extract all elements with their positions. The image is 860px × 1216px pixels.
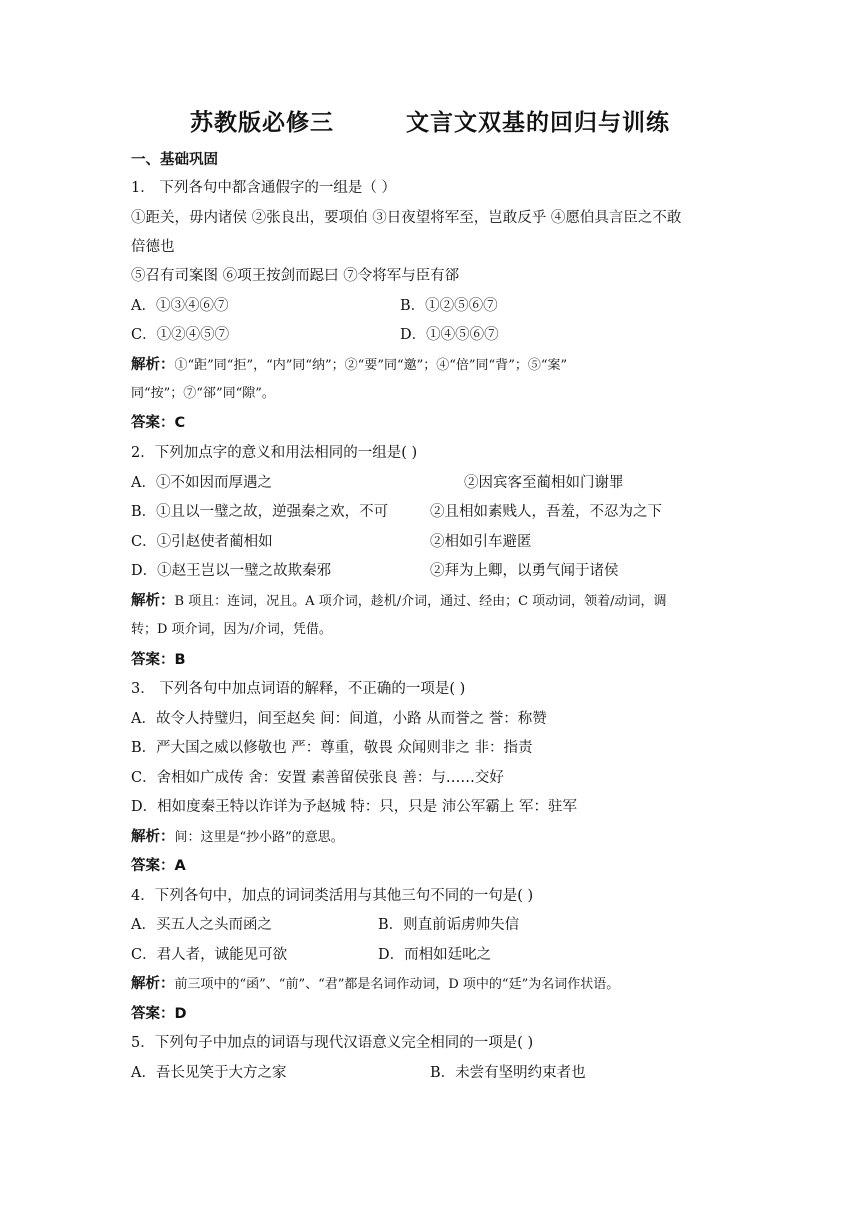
q1-line1: ①距关，毋内诸侯 ②张良出，要项伯 ③日夜望将军至，岂敢反乎 ④愿伯具言臣之不敢 (131, 210, 682, 226)
q2-c1: C．①引赵使者蔺相如 (131, 534, 273, 550)
q3-stem: 3． 下列各句中加点词语的解释，不正确的一项是( ) (131, 681, 466, 697)
q2-c2: ②相如引车避匿 (430, 534, 532, 550)
analysis-label: 解析： (131, 976, 175, 992)
q3-option-b: B．严大国之威以修敬也 严：尊重，敬畏 众闻则非之 非：指责 (131, 740, 533, 756)
q4-answer: 答案：D (131, 1006, 187, 1022)
q4-option-b: B．则直前诟虏帅失信 (378, 917, 520, 933)
q3-option-d: D．相如度秦王特以诈详为予赵城 特：只，只是 沛公军霸上 军：驻军 (131, 799, 577, 815)
q4-option-a: A．买五人之头而函之 (131, 917, 272, 933)
q3-option-c: C．舍相如广成传 舍：安置 素善留侯张良 善：与……交好 (131, 770, 504, 786)
q5-option-a: A．吾长见笑于大方之家 (131, 1065, 287, 1081)
q2-analysis-cont: 转；D 项介词，因为/介词，凭借。 (131, 622, 332, 637)
q4-analysis-text: 前三项中的“函”、“前”、“君”都是名词作动词，D 项中的“廷”为名词作状语。 (174, 977, 620, 992)
section-heading: 一、基础巩固 (131, 152, 218, 168)
q2-b1: B．①且以一璧之故，逆强秦之欢，不可 (131, 504, 389, 520)
q1-answer: 答案：C (131, 415, 186, 431)
q1-analysis-text: ①“距”同“拒”，“内”同“纳”；②“要”同“邀”；④“倍”同“背”；⑤“案” (174, 358, 568, 373)
q2-answer: 答案：B (131, 652, 186, 668)
analysis-label: 解析： (131, 593, 175, 609)
q1-line3: ⑤召有司案图 ⑥项王按剑而跽曰 ⑦令将军与臣有郤 (131, 268, 460, 284)
q2-d2: ②拜为上卿，以勇气闻于诸侯 (430, 563, 619, 579)
q1-line2: 倍德也 (131, 239, 175, 255)
q2-analysis-text: B 项且：连词，况且。A 项介词，趁机/介词，通过、经由；C 项动词，领着/动词，调 (174, 594, 667, 609)
q5-stem: 5．下列句子中加点的词语与现代汉语意义完全相同的一项是( ) (131, 1035, 534, 1051)
q3-answer: 答案：A (131, 858, 186, 874)
analysis-label: 解析： (131, 829, 175, 845)
q1-analysis (131, 355, 567, 376)
q4-analysis (131, 974, 619, 995)
q2-a2: ②因宾客至蔺相如门谢罪 (464, 475, 624, 491)
q1-option-c: C．①②④⑤⑦ (131, 327, 230, 343)
q3-option-a: A．故令人持璧归，间至赵矣 间：间道，小路 从而誉之 誉：称赞 (131, 711, 547, 727)
analysis-label: 解析： (131, 357, 175, 373)
q2-a1: A．①不如因而厚遇之 (131, 475, 272, 491)
q1-option-d: D．①④⑤⑥⑦ (400, 327, 499, 343)
q1-analysis-cont: 同“按”；⑦“郤”同“隙”。 (131, 386, 275, 401)
q3-analysis-text: 间：这里是“抄小路”的意思。 (174, 830, 344, 845)
page-title: 苏教版必修三 文言文双基的回归与训练 (189, 110, 671, 136)
q4-stem: 4．下列各句中，加点的词词类活用与其他三句不同的一句是( ) (131, 888, 534, 904)
q2-analysis (131, 591, 667, 612)
q1-option-a: A．①③④⑥⑦ (131, 298, 229, 314)
q2-d1: D．①赵王岂以一璧之故欺秦邪 (131, 563, 332, 579)
q2-b2: ②且相如素贱人，吾羞，不忍为之下 (430, 504, 662, 520)
q5-option-b: B．未尝有坚明约束者也 (430, 1065, 586, 1081)
q3-analysis (131, 827, 344, 848)
q1-stem: 1． 下列各句中都含通假字的一组是（ ） (131, 180, 396, 196)
q2-stem: 2．下列加点字的意义和用法相同的一组是( ) (131, 445, 418, 461)
q1-option-b: B．①②⑤⑥⑦ (400, 298, 498, 314)
q4-option-d: D．而相如廷叱之 (378, 947, 492, 963)
q4-option-c: C．君人者，诚能见可欲 (131, 947, 288, 963)
